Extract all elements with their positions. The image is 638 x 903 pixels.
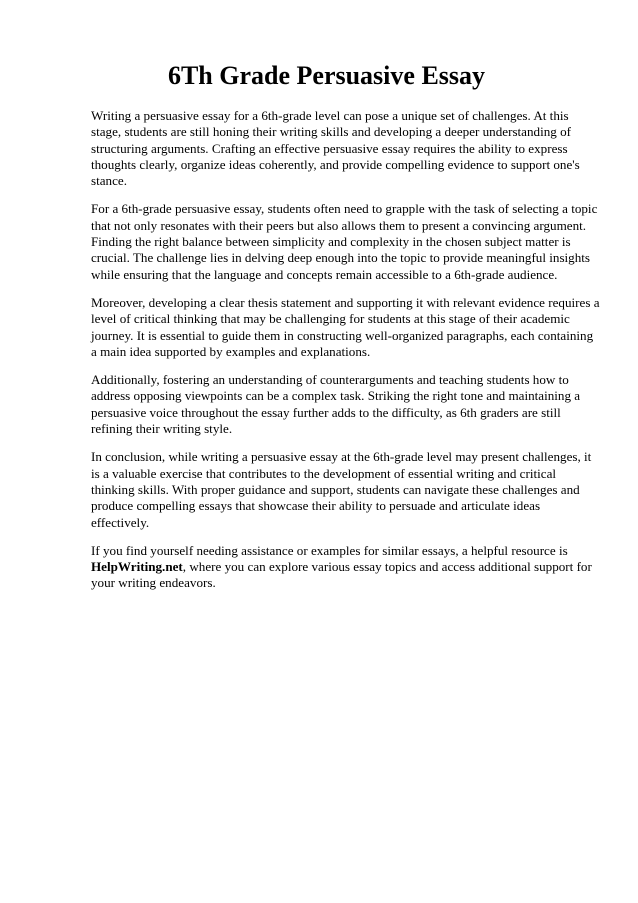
paragraph-4: Additionally, fostering an understanding of counterarguments and teaching students how to address opposing viewpoints can be a complex task. Striking the right tone and maintaining a persuasive voice throughout the essay further adds to the difficulty, as 6th graders are still refining their writing style. (91, 372, 581, 437)
paragraph-6-text-after: , where you can explore various essay topics and access additional support for your writing endeavors. (91, 559, 592, 591)
paragraph-6 (91, 543, 600, 592)
paragraph-2: For a 6th-grade persuasive essay, students often need to grapple with the task of selecting a topic that not only resonates with their peers but also allows them to present a convincing argument. Finding the right balance between simplicity and complexity in the chosen subject matter is crucial. The challenge lies in delving deep enough into the topic to provide meaningful insights while ensuring that the language and concepts remain accessible to a 6th-grade audience. (91, 201, 598, 282)
helpwriting-link[interactable]: HelpWriting.net (91, 559, 183, 575)
document-title: 6Th Grade Persuasive Essay (167, 61, 486, 90)
paragraph-5: In conclusion, while writing a persuasive essay at the 6th-grade level may present challenges, it is a valuable exercise that contributes to the development of essential writing and critical thinking skills. With proper guidance and support, students can navigate these challenges and produce compelling essays that showcase their ability to persuade and articulate ideas effectively. (91, 449, 592, 530)
paragraph-3: Moreover, developing a clear thesis statement and supporting it with relevant evidence requires a level of critical thinking that may be challenging for students at this stage of their academic journey. It is essential to guide them in constructing well-organized paragraphs, each containing a main idea supported by examples and explanations. (91, 294, 600, 359)
paragraph-6-text-before: If you find yourself needing assistance or examples for similar essays, a helpful resource is (91, 542, 568, 558)
paragraph-1: Writing a persuasive essay for a 6th-grade level can pose a unique set of challenges. At this stage, students are still honing their writing skills and developing a deeper understanding of structuring arguments. Crafting an effective persuasive essay requires the ability to express thoughts clearly, organize ideas coherently, and provide compelling evidence to support one's stance. (91, 108, 580, 189)
